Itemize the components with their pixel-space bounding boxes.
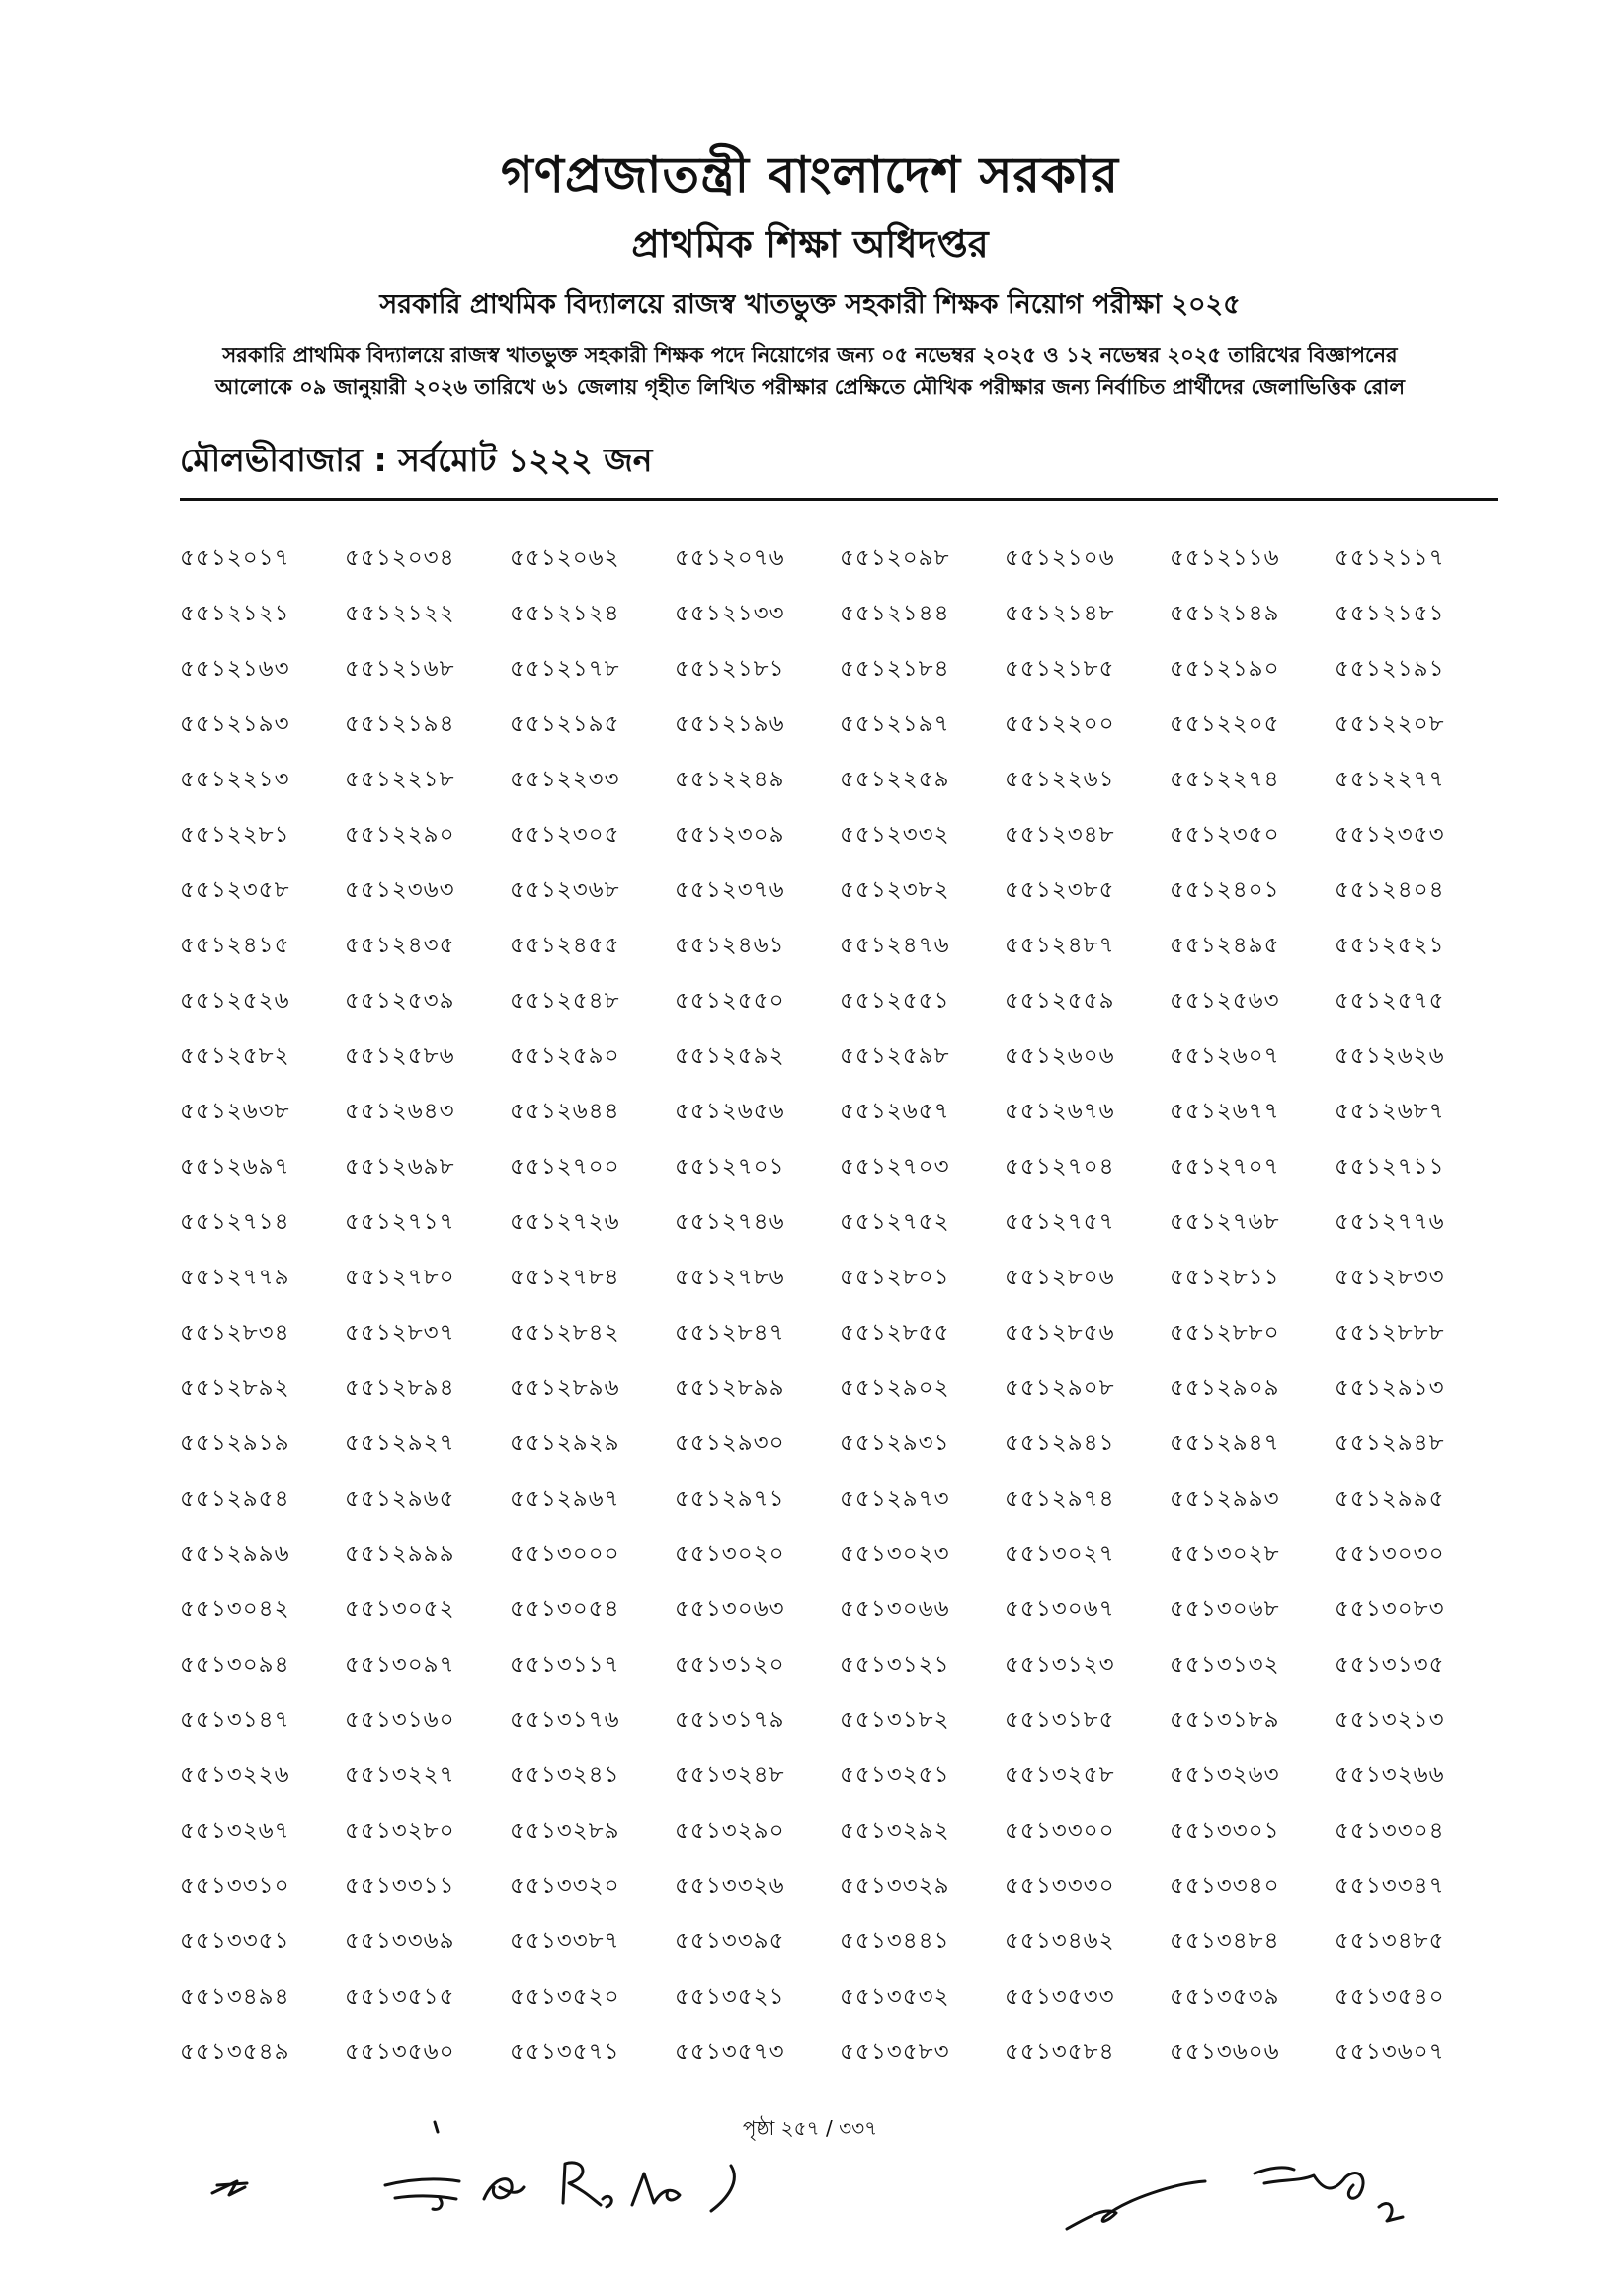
roll-number: ৫৫১২৩৩২	[840, 822, 950, 848]
roll-number: ৫৫১৩১৭৬	[510, 1707, 620, 1733]
roll-number: ৫৫১২৮৫৬	[1005, 1320, 1115, 1346]
notice-line-2: আলোকে ০৯ জানুয়ারী ২০২৬ তারিখে ৬১ জেলায় গৃহীত লিখিত পরীক্ষার প্রেক্ষিতে মৌখিক পরীক্ষার জন্য নির্বাচিত প্রার্থীদের জেলাভিত্তিক রোল	[214, 375, 1405, 399]
roll-number: ৫৫১৩৬০৬	[1170, 2039, 1280, 2065]
roll-number: ৫৫১২৮০৬	[1005, 1265, 1115, 1290]
roll-number: ৫৫১২৬৫৬	[675, 1099, 785, 1124]
roll-number: ৫৫১২৪০১	[1170, 877, 1280, 903]
roll-number: ৫৫১২৮৩৩	[1335, 1265, 1445, 1290]
roll-number: ৫৫১২৫৫১	[840, 988, 950, 1014]
roll-number: ৫৫১২৬৩৮	[180, 1099, 290, 1124]
roll-number: ৫৫১২৯৫৪	[180, 1486, 290, 1512]
roll-number: ৫৫১৩৩০৪	[1335, 1818, 1445, 1844]
roll-number: ৫৫১৩১৮২	[840, 1707, 950, 1733]
roll-number: ৫৫১৩১২৩	[1005, 1652, 1115, 1678]
roll-number: ৫৫১২৩০৯	[675, 822, 785, 848]
roll-number: ৫৫১২৪৯৫	[1170, 933, 1280, 958]
roll-number: ৫৫১৩৫৩২	[840, 1984, 950, 2009]
roll-number: ৫৫১৩৫২০	[510, 1984, 620, 2009]
roll-number: ৫৫১২২৫৯	[840, 767, 950, 792]
roll-number: ৫৫১৩১৮৯	[1170, 1707, 1280, 1733]
roll-number: ৫৫১২২৮১	[180, 822, 290, 848]
roll-number: ৫৫১২৫৮৬	[345, 1043, 455, 1069]
roll-number: ৫৫১৩২৬৭	[180, 1818, 290, 1844]
roll-number: ৫৫১২৩৬৩	[345, 877, 455, 903]
roll-number: ৫৫১৩১৩৫	[1335, 1652, 1445, 1678]
roll-number: ৫৫১২৭৬৮	[1170, 1209, 1280, 1235]
roll-number: ৫৫১২৫৯০	[510, 1043, 620, 1069]
roll-number: ৫৫১৩৩০১	[1170, 1818, 1280, 1844]
roll-number: ৫৫১২১২১	[180, 601, 290, 626]
roll-number: ৫৫১২৩৫৩	[1335, 822, 1445, 848]
roll-number: ৫৫১২৭১৪	[180, 1209, 290, 1235]
roll-number: ৫৫১২৬৯৭	[180, 1154, 290, 1180]
roll-number: ৫৫১৩২৯০	[675, 1818, 785, 1844]
roll-number: ৫৫১২২১৩	[180, 767, 290, 792]
roll-number: ৫৫১৩৩১০	[180, 1873, 290, 1899]
roll-number: ৫৫১২৯৪৭	[1170, 1431, 1280, 1456]
signatures	[198, 2104, 1482, 2243]
roll-number: ৫৫১৩৩২৬	[675, 1873, 785, 1899]
roll-number: ৫৫১২১৯০	[1170, 656, 1280, 682]
roll-number: ৫৫১২১৪৪	[840, 601, 950, 626]
roll-number: ৫৫১২৯০৯	[1170, 1375, 1280, 1401]
roll-number: ৫৫১৩৫৭৩	[675, 2039, 785, 2065]
roll-number: ৫৫১৩৪৮৪	[1170, 1928, 1280, 1954]
roll-number: ৫৫১৩১৪৭	[180, 1707, 290, 1733]
roll-number: ৫৫১৩২৮৯	[510, 1818, 620, 1844]
roll-number: ৫৫১৩০৬৩	[675, 1597, 785, 1622]
roll-number: ৫৫১২৪১৫	[180, 933, 290, 958]
roll-number: ৫৫১৩২২৬	[180, 1763, 290, 1788]
roll-number: ৫৫১২৩৬৮	[510, 877, 620, 903]
roll-number: ৫৫১৩১১৭	[510, 1652, 620, 1678]
roll-number: ৫৫১২৪৭৬	[840, 933, 950, 958]
roll-number: ৫৫১২৭৭৯	[180, 1265, 290, 1290]
roll-number: ৫৫১২৪৬১	[675, 933, 785, 958]
roll-number: ৫৫১৩৩৪৭	[1335, 1873, 1445, 1899]
roll-number: ৫৫১২৫৮২	[180, 1043, 290, 1069]
roll-number: ৫৫১৩১৩২	[1170, 1652, 1280, 1678]
roll-number: ৫৫১২৭৮৬	[675, 1265, 785, 1290]
roll-number: ৫৫১২৫৯৮	[840, 1043, 950, 1069]
roll-number: ৫৫১৩৫৩৯	[1170, 1984, 1280, 2009]
roll-number: ৫৫১৩১২১	[840, 1652, 950, 1678]
roll-number: ৫৫১৩২৬৩	[1170, 1763, 1280, 1788]
roll-number: ৫৫১২৭৮৪	[510, 1265, 620, 1290]
roll-number: ৫৫১৩৪৬২	[1005, 1928, 1115, 1954]
roll-number: ৫৫১২১৩৩	[675, 601, 785, 626]
roll-number: ৫৫১২৭১৭	[345, 1209, 455, 1235]
roll-number: ৫৫১২১৮১	[675, 656, 785, 682]
roll-number: ৫৫১২১১৬	[1170, 545, 1280, 571]
roll-number: ৫৫১২৬৫৭	[840, 1099, 950, 1124]
roll-number: ৫৫১২৯৭১	[675, 1486, 785, 1512]
roll-number: ৫৫১২৩০৫	[510, 822, 620, 848]
roll-number: ৫৫১২৬০৬	[1005, 1043, 1115, 1069]
roll-number: ৫৫১২৮১১	[1170, 1265, 1280, 1290]
roll-number: ৫৫১৩৫৪০	[1335, 1984, 1445, 2009]
roll-number: ৫৫১২৯১৯	[180, 1431, 290, 1456]
roll-number: ৫৫১২৫২৬	[180, 988, 290, 1014]
roll-number: ৫৫১২১৯৩	[180, 711, 290, 737]
roll-number: ৫৫১৩২৬৬	[1335, 1763, 1445, 1788]
roll-number: ৫৫১২৩৫০	[1170, 822, 1280, 848]
roll-number: ৫৫১৩০৮৩	[1335, 1597, 1445, 1622]
signature-3	[484, 2179, 524, 2199]
roll-number: ৫৫১২৩৮২	[840, 877, 950, 903]
roll-number: ৫৫১৩২৪৮	[675, 1763, 785, 1788]
roll-number: ৫৫১২১৬৩	[180, 656, 290, 682]
roll-number: ৫৫১২১২২	[345, 601, 455, 626]
roll-number: ৫৫১২২৯০	[345, 822, 455, 848]
roll-number: ৫৫১২৩৭৬	[675, 877, 785, 903]
roll-number: ৫৫১৩৪৪১	[840, 1928, 950, 1954]
roll-number: ৫৫১২৯৩১	[840, 1431, 950, 1456]
roll-number: ৫৫১২৮০১	[840, 1265, 950, 1290]
roll-number: ৫৫১৩০২৭	[1005, 1541, 1115, 1567]
roll-number: ৫৫১২৯৯৩	[1170, 1486, 1280, 1512]
roll-number: ৫৫১২১৮৫	[1005, 656, 1115, 682]
roll-number: ৫৫১২৯৬৫	[345, 1486, 455, 1512]
heading-divider	[180, 498, 1498, 501]
roll-number: ৫৫১৩৪৮৫	[1335, 1928, 1445, 1954]
roll-number: ৫৫১২৯৪৮	[1335, 1431, 1445, 1456]
roll-number: ৫৫১২৫৬৩	[1170, 988, 1280, 1014]
roll-number: ৫৫১২৩৮৫	[1005, 877, 1115, 903]
roll-number: ৫৫১২১৯৭	[840, 711, 950, 737]
roll-number: ৫৫১৩৩৮৭	[510, 1928, 620, 1954]
roll-number: ৫৫১২৪০৪	[1335, 877, 1445, 903]
roll-number: ৫৫১২৮৯৯	[675, 1375, 785, 1401]
roll-number: ৫৫১৩২৮০	[345, 1818, 455, 1844]
roll-number: ৫৫১৩২৪১	[510, 1763, 620, 1788]
roll-number: ৫৫১৩২২৭	[345, 1763, 455, 1788]
roll-number: ৫৫১২৬৪৪	[510, 1099, 620, 1124]
roll-number: ৫৫১২৭০৭	[1170, 1154, 1280, 1180]
notice-text	[0, 339, 1620, 404]
roll-number: ৫৫১২৯০৮	[1005, 1375, 1115, 1401]
roll-number: ৫৫১২৯২৯	[510, 1431, 620, 1456]
roll-number: ৫৫১২৯৭৩	[840, 1486, 950, 1512]
roll-number: ৫৫১২১৫১	[1335, 601, 1445, 626]
roll-number: ৫৫১২৪৫৫	[510, 933, 620, 958]
roll-number: ৫৫১২২৬১	[1005, 767, 1115, 792]
roll-number: ৫৫১৩০৬৮	[1170, 1597, 1280, 1622]
roll-number: ৫৫১২৮৪৭	[675, 1320, 785, 1346]
roll-number: ৫৫১২৫২১	[1335, 933, 1445, 958]
roll-number: ৫৫১৩৬০৭	[1335, 2039, 1445, 2065]
district-heading: মৌলভীবাজার : সর্বমোট ১২২২ জন	[180, 441, 653, 479]
roll-number: ৫৫১২৭০১	[675, 1154, 785, 1180]
roll-number: ৫৫১২৮৫৫	[840, 1320, 950, 1346]
roll-number: ৫৫১২৫৯২	[675, 1043, 785, 1069]
roll-number: ৫৫১২৮৪২	[510, 1320, 620, 1346]
roll-number: ৫৫১৩৫৬০	[345, 2039, 455, 2065]
roll-number: ৫৫১৩৩৫১	[180, 1928, 290, 1954]
roll-number: ৫৫১২৬৪৩	[345, 1099, 455, 1124]
roll-number: ৫৫১২১৯১	[1335, 656, 1445, 682]
roll-number: ৫৫১৩৩২৯	[840, 1873, 950, 1899]
roll-number: ৫৫১২৯০২	[840, 1375, 950, 1401]
roll-number: ৫৫১২৯৪১	[1005, 1431, 1115, 1456]
roll-number: ৫৫১২০৭৬	[675, 545, 785, 571]
roll-number: ৫৫১৩০৬৬	[840, 1597, 950, 1622]
roll-number: ৫৫১২৯৩০	[675, 1431, 785, 1456]
roll-number: ৫৫১২২৭৭	[1335, 767, 1445, 792]
roll-number: ৫৫১২৯১৩	[1335, 1375, 1445, 1401]
roll-number: ৫৫১৩০৯৭	[345, 1652, 455, 1678]
roll-number: ৫৫১৩১৭৯	[675, 1707, 785, 1733]
roll-number: ৫৫১৩০৬৭	[1005, 1597, 1115, 1622]
roll-number: ৫৫১২৩৪৮	[1005, 822, 1115, 848]
roll-number: ৫৫১২৯৯৫	[1335, 1486, 1445, 1512]
roll-number: ৫৫১৩০২৩	[840, 1541, 950, 1567]
roll-number: ৫৫১২২৩৩	[510, 767, 620, 792]
roll-number: ৫৫১৩৩৬৯	[345, 1928, 455, 1954]
roll-number: ৫৫১২৬৮৭	[1335, 1099, 1445, 1124]
roll-number: ৫৫১৩০৯৪	[180, 1652, 290, 1678]
roll-number: ৫৫১২৬৭৭	[1170, 1099, 1280, 1124]
roll-number: ৫৫১৩০৫২	[345, 1597, 455, 1622]
notice-line-1: সরকারি প্রাথমিক বিদ্যালয়ে রাজস্ব খাতভুক্ত সহকারী শিক্ষক পদে নিয়োগের জন্য ০৫ নভেম্বর ২০২৫ ও ১২ নভেম্বর ২০২৫ তারিখের বিজ্ঞাপনের	[222, 343, 1398, 367]
roll-number: ৫৫১৩৩৪০	[1170, 1873, 1280, 1899]
roll-number: ৫৫১৩৩০০	[1005, 1818, 1115, 1844]
page-number: পৃষ্ঠা ২৫৭ / ৩৩৭	[742, 2116, 878, 2140]
roll-number: ৫৫১২২৭৪	[1170, 767, 1280, 792]
roll-number: ৫৫১২৫৭৫	[1335, 988, 1445, 1014]
signature-5	[1067, 2181, 1205, 2229]
department-title: প্রাথমিক শিক্ষা অধিদপ্তর	[631, 222, 989, 266]
roll-number: ৫৫১৩৪৯৪	[180, 1984, 290, 2009]
roll-number: ৫৫১২৭১১	[1335, 1154, 1445, 1180]
roll-number: ৫৫১৩১৬০	[345, 1707, 455, 1733]
roll-number: ৫৫১২৫৩৯	[345, 988, 455, 1014]
roll-number: ৫৫১২১৯৬	[675, 711, 785, 737]
roll-number: ৫৫১৩৫১৫	[345, 1984, 455, 2009]
roll-number: ৫৫১২৬০৭	[1170, 1043, 1280, 1069]
roll-number: ৫৫১২১২৪	[510, 601, 620, 626]
roll-number: ৫৫১২৮৩৭	[345, 1320, 455, 1346]
roll-number: ৫৫১২১৪৮	[1005, 601, 1115, 626]
exam-title: সরকারি প্রাথমিক বিদ্যালয়ে রাজস্ব খাতভুক্ত সহকারী শিক্ষক নিয়োগ পরীক্ষা ২০২৫	[379, 289, 1241, 320]
signature-6	[1255, 2168, 1403, 2221]
roll-number: ৫৫১২৬২৬	[1335, 1043, 1445, 1069]
roll-number: ৫৫১২১৭৮	[510, 656, 620, 682]
roll-number: ৫৫১২২৪৯	[675, 767, 785, 792]
roll-number: ৫৫১২২০৫	[1170, 711, 1280, 737]
roll-number: ৫৫১২১০৬	[1005, 545, 1115, 571]
government-title: গণপ্রজাতন্ত্রী বাংলাদেশ সরকার	[501, 146, 1119, 204]
signature-1	[212, 2181, 247, 2195]
roll-number: ৫৫১২১৬৮	[345, 656, 455, 682]
roll-number: ৫৫১৩২৫১	[840, 1763, 950, 1788]
roll-number: ৫৫১২৬৯৮	[345, 1154, 455, 1180]
roll-number: ৫৫১২৫৫৯	[1005, 988, 1115, 1014]
roll-number: ৫৫১৩০২৮	[1170, 1541, 1280, 1567]
roll-number: ৫৫১২৫৪৮	[510, 988, 620, 1014]
roll-number: ৫৫১২৭৫২	[840, 1209, 950, 1235]
roll-number: ৫৫১৩০৩০	[1335, 1541, 1445, 1567]
roll-number: ৫৫১২৪৩৫	[345, 933, 455, 958]
roll-number: ৫৫১২১৮৪	[840, 656, 950, 682]
roll-number: ৫৫১২৮৯৬	[510, 1375, 620, 1401]
roll-number: ৫৫১২২১৮	[345, 767, 455, 792]
roll-number: ৫৫১২৮৮৮	[1335, 1320, 1445, 1346]
roll-number: ৫৫১২৩৫৮	[180, 877, 290, 903]
roll-number: ৫৫১২৭৭৬	[1335, 1209, 1445, 1235]
roll-number: ৫৫১২০১৭	[180, 545, 290, 571]
roll-number: ৫৫১৩৩১১	[345, 1873, 455, 1899]
roll-number: ৫৫১২৪৮৭	[1005, 933, 1115, 958]
roll-number: ৫৫১২১৯৫	[510, 711, 620, 737]
roll-number: ৫৫১৩০৪২	[180, 1597, 290, 1622]
roll-number: ৫৫১৩২৫৮	[1005, 1763, 1115, 1788]
roll-number: ৫৫১২০৬২	[510, 545, 620, 571]
roll-number: ৫৫১৩৫৩৩	[1005, 1984, 1115, 2009]
roll-number: ৫৫১২৭৮০	[345, 1265, 455, 1290]
roll-number: ৫৫১২২০৮	[1335, 711, 1445, 737]
roll-number: ৫৫১৩১৮৫	[1005, 1707, 1115, 1733]
roll-number: ৫৫১২৭৫৭	[1005, 1209, 1115, 1235]
roll-number-grid	[180, 539, 1498, 2089]
roll-number: ৫৫১২০৯৮	[840, 545, 950, 571]
roll-number: ৫৫১২২০০	[1005, 711, 1115, 737]
roll-number: ৫৫১২১১৭	[1335, 545, 1445, 571]
roll-number: ৫৫১৩৫৮৩	[840, 2039, 950, 2065]
roll-number: ৫৫১২৮৯৪	[345, 1375, 455, 1401]
roll-number: ৫৫১২৯৬৭	[510, 1486, 620, 1512]
roll-number: ৫৫১২১৪৯	[1170, 601, 1280, 626]
roll-number: ৫৫১৩২১৩	[1335, 1707, 1445, 1733]
roll-number: ৫৫১৩০০০	[510, 1541, 620, 1567]
roll-number: ৫৫১২৭০৪	[1005, 1154, 1115, 1180]
roll-number: ৫৫১৩২৯২	[840, 1818, 950, 1844]
roll-number: ৫৫১৩৩৩০	[1005, 1873, 1115, 1899]
roll-number: ৫৫১২৮৮০	[1170, 1320, 1280, 1346]
roll-number: ৫৫১৩০৫৪	[510, 1597, 620, 1622]
roll-number: ৫৫১২৯৭৪	[1005, 1486, 1115, 1512]
roll-number: ৫৫১২০৩৪	[345, 545, 455, 571]
roll-number: ৫৫১৩০২০	[675, 1541, 785, 1567]
roll-number: ৫৫১২৫৫০	[675, 988, 785, 1014]
roll-number: ৫৫১২৯৯৯	[345, 1541, 455, 1567]
roll-number: ৫৫১৩৩৯৫	[675, 1928, 785, 1954]
signature-2	[385, 2122, 459, 2209]
roll-number: ৫৫১২৬৭৬	[1005, 1099, 1115, 1124]
roll-number: ৫৫১২৮৯২	[180, 1375, 290, 1401]
roll-number: ৫৫১৩৫৮৪	[1005, 2039, 1115, 2065]
roll-number: ৫৫১৩৩২০	[510, 1873, 620, 1899]
roll-number: ৫৫১৩১২০	[675, 1652, 785, 1678]
signature-4	[563, 2163, 734, 2211]
roll-number: ৫৫১২১৯৪	[345, 711, 455, 737]
roll-number: ৫৫১৩৫৭১	[510, 2039, 620, 2065]
roll-number: ৫৫১৩৫২১	[675, 1984, 785, 2009]
roll-number: ৫৫১২৯২৭	[345, 1431, 455, 1456]
roll-number: ৫৫১২৭০০	[510, 1154, 620, 1180]
roll-number: ৫৫১২৯৯৬	[180, 1541, 290, 1567]
roll-number: ৫৫১২৭৪৬	[675, 1209, 785, 1235]
roll-number: ৫৫১২৮৩৪	[180, 1320, 290, 1346]
roll-number: ৫৫১২৭০৩	[840, 1154, 950, 1180]
roll-number: ৫৫১২৭২৬	[510, 1209, 620, 1235]
roll-number: ৫৫১৩৫৪৯	[180, 2039, 290, 2065]
